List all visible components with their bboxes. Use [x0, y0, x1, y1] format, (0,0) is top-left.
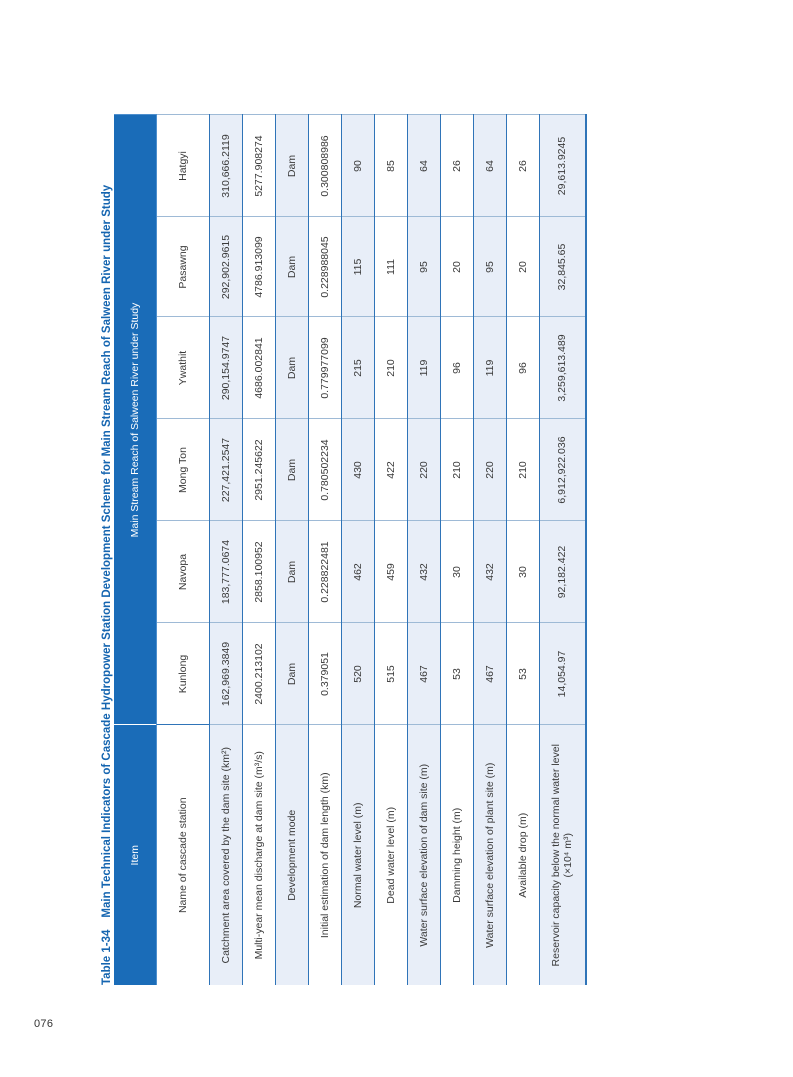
table-cell: 432 — [473, 521, 506, 623]
table-row — [156, 115, 209, 985]
table-row — [242, 115, 275, 985]
table-cell: 430 — [341, 419, 374, 521]
table-cell: 64 — [407, 115, 440, 217]
table-cell: 220 — [407, 419, 440, 521]
table-row — [374, 115, 407, 985]
table-cell: 459 — [374, 521, 407, 623]
table-cell: 2400.213102 — [242, 623, 275, 725]
row-label: Damming height (m) — [440, 725, 473, 985]
table-number: Table 1-34 — [101, 929, 113, 985]
table-cell: 92,182.422 — [539, 521, 586, 623]
table-row — [407, 115, 440, 985]
row-label: Catchment area covered by the dam site (km²) — [209, 725, 242, 985]
table-cell: Kunlong — [156, 623, 209, 725]
table-cell: 2951.245622 — [242, 419, 275, 521]
table-cell: 30 — [440, 521, 473, 623]
page-number: 076 — [34, 1018, 54, 1030]
table-cell: 14,054.97 — [539, 623, 586, 725]
table-cell: 26 — [440, 115, 473, 217]
table-cell: 210 — [374, 317, 407, 419]
table-cell: 5277.908274 — [242, 115, 275, 217]
rotated-table-block — [100, 115, 575, 985]
table-row — [341, 115, 374, 985]
table-cell: Mong Ton — [156, 419, 209, 521]
table-cell: 3,259,613.489 — [539, 317, 586, 419]
table-cell: 467 — [473, 623, 506, 725]
table-cell: 292,902.9615 — [209, 217, 242, 317]
table-body — [156, 115, 586, 985]
table-cell: 4686.002841 — [242, 317, 275, 419]
table-row — [440, 115, 473, 985]
table-cell: 29,613.9245 — [539, 115, 586, 217]
table-cell: 210 — [506, 419, 539, 521]
table-caption — [100, 185, 114, 985]
row-label: Normal water level (m) — [341, 725, 374, 985]
table-cell: 310,666.2119 — [209, 115, 242, 217]
table-cell: 119 — [473, 317, 506, 419]
row-label: Available drop (m) — [506, 725, 539, 985]
header-group: Main Stream Reach of Salween River under Study — [114, 115, 156, 725]
table-cell: 30 — [506, 521, 539, 623]
table-row — [506, 115, 539, 985]
table-cell: 462 — [341, 521, 374, 623]
row-label: Dead water level (m) — [374, 725, 407, 985]
table-cell: 432 — [407, 521, 440, 623]
table-cell: Navopa — [156, 521, 209, 623]
table-cell: 290,154.9747 — [209, 317, 242, 419]
table-row — [539, 115, 586, 985]
table-cell: Dam — [275, 217, 308, 317]
table-cell: 26 — [506, 115, 539, 217]
table-cell: 20 — [506, 217, 539, 317]
row-label: Initial estimation of dam length (km) — [308, 725, 341, 985]
table-cell: 96 — [506, 317, 539, 419]
row-label: Reservoir capacity below the normal water level (×10⁴ m³) — [539, 725, 586, 985]
table-cell: 220 — [473, 419, 506, 521]
table-cell: 95 — [407, 217, 440, 317]
table-cell: 467 — [407, 623, 440, 725]
table-cell: 422 — [374, 419, 407, 521]
row-label: Development mode — [275, 725, 308, 985]
table-cell: 4786.913099 — [242, 217, 275, 317]
row-label: Multi-year mean discharge at dam site (m³/s) — [242, 725, 275, 985]
table-cell: 85 — [374, 115, 407, 217]
table-cell: 162,969.3849 — [209, 623, 242, 725]
table-cell: 0.228822481 — [308, 521, 341, 623]
table-cell: 32,845.65 — [539, 217, 586, 317]
table-cell: 20 — [440, 217, 473, 317]
table-cell: 96 — [440, 317, 473, 419]
table-cell: 0.379051 — [308, 623, 341, 725]
table-row — [473, 115, 506, 985]
table-cell: 210 — [440, 419, 473, 521]
table-cell: 515 — [374, 623, 407, 725]
table-cell: 215 — [341, 317, 374, 419]
table-cell: 0.228988045 — [308, 217, 341, 317]
table-cell: Dam — [275, 623, 308, 725]
table-cell: 0.300808986 — [308, 115, 341, 217]
table-cell: Pasawng — [156, 217, 209, 317]
table-cell: Dam — [275, 419, 308, 521]
table-row — [275, 115, 308, 985]
table-row — [308, 115, 341, 985]
table-cell: Dam — [275, 317, 308, 419]
table-row — [209, 115, 242, 985]
table-cell: Hatgyi — [156, 115, 209, 217]
table-cell: 183,777.0674 — [209, 521, 242, 623]
table-cell: 520 — [341, 623, 374, 725]
table-cell: Dam — [275, 521, 308, 623]
table-cell: 115 — [341, 217, 374, 317]
row-label: Water surface elevation of dam site (m) — [407, 725, 440, 985]
table-cell: 2858.100952 — [242, 521, 275, 623]
table-title: Main Technical Indicators of Cascade Hydropower Station Development Scheme for Main Stream Reach of Salween River under Study — [101, 184, 113, 918]
table-cell: Dam — [275, 115, 308, 217]
table-cell: 111 — [374, 217, 407, 317]
indicators-table — [114, 115, 587, 986]
table-cell: 0.780502234 — [308, 419, 341, 521]
table-cell: 0.779977099 — [308, 317, 341, 419]
row-label: Name of cascade station — [156, 725, 209, 985]
table-cell: 53 — [440, 623, 473, 725]
table-cell: 6,912,922.036 — [539, 419, 586, 521]
table-cell: 95 — [473, 217, 506, 317]
table-cell: 90 — [341, 115, 374, 217]
table-cell: Ywathit — [156, 317, 209, 419]
row-label: Water surface elevation of plant site (m) — [473, 725, 506, 985]
table-cell: 227,421.2547 — [209, 419, 242, 521]
header-item: Item — [114, 725, 156, 985]
table-cell: 64 — [473, 115, 506, 217]
table-cell: 119 — [407, 317, 440, 419]
table-cell: 53 — [506, 623, 539, 725]
